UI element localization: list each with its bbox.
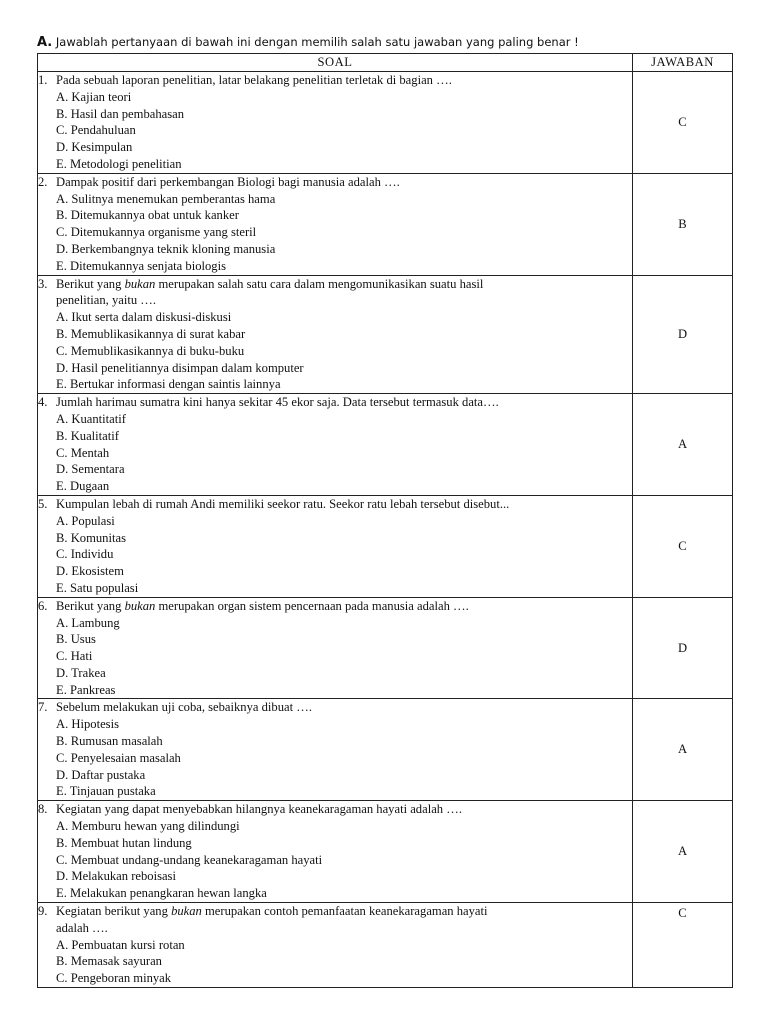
header-jawaban: JAWABAN [633, 54, 733, 72]
instruction-text: Jawablah pertanyaan di bawah ini dengan memilih salah satu jawaban yang paling benar ! [55, 35, 579, 49]
answer-option: A. Lambung [56, 615, 120, 630]
question-line [56, 276, 632, 293]
question-segment: Kegiatan yang dapat menyebabkan hilangnya keanekaragaman hayati adalah …. [56, 802, 462, 817]
answer-option: C. Individu [56, 547, 114, 562]
emphasis-text: bukan [124, 276, 156, 291]
question-number: 2. [38, 174, 48, 189]
question-segment: Kegiatan berikut yang [56, 904, 172, 919]
question-text [56, 174, 632, 191]
question-row [38, 597, 733, 699]
question-row [38, 173, 733, 275]
question-text [56, 801, 632, 818]
question-text [56, 394, 632, 411]
answer-key: B [633, 173, 733, 275]
question-cell [38, 72, 633, 174]
question-text [56, 598, 632, 615]
answer-option: B. Memublikasikannya di surat kabar [56, 326, 246, 341]
question-segment: Dampak positif dari perkembangan Biologi bagi manusia adalah …. [56, 174, 400, 189]
question-segment: Kumpulan lebah di rumah Andi memiliki seekor ratu. Seekor ratu lebah tersebut disebut... [56, 496, 510, 511]
answer-option: C. Membuat undang-undang keanekaragaman hayati [56, 852, 323, 867]
answer-key: D [633, 275, 733, 394]
answer-option: E. Ditemukannya senjata biologis [56, 258, 226, 273]
question-row [38, 495, 733, 597]
quiz-table [37, 53, 733, 988]
question-segment: merupakan contoh pemanfaatan keanekaragaman hayati [201, 904, 488, 919]
answer-key: A [633, 699, 733, 801]
question-segment: Berikut yang [56, 598, 125, 613]
answer-option: A. Pembuatan kursi rotan [56, 937, 185, 952]
question-row [38, 699, 733, 801]
answer-option: B. Komunitas [56, 530, 126, 545]
answer-option: B. Ditemukannya obat untuk kanker [56, 208, 239, 223]
question-number: 8. [38, 802, 48, 817]
answer-option: E. Tinjauan pustaka [56, 784, 156, 799]
quiz-body [38, 72, 733, 988]
answer-key: C [633, 72, 733, 174]
question-cell [38, 597, 633, 699]
question-segment: Pada sebuah laporan penelitian, latar belakang penelitian terletak di bagian …. [56, 73, 452, 87]
emphasis-text: bukan [171, 904, 202, 919]
question-row [38, 394, 733, 496]
answer-option: D. Ekosistem [56, 564, 124, 579]
question-cell [38, 699, 633, 801]
question-line [56, 699, 632, 716]
answer-option: A. Sulitnya menemukan pemberantas hama [56, 191, 276, 206]
question-number: 5. [38, 496, 48, 511]
question-text [56, 699, 632, 716]
answer-option: D. Sementara [56, 462, 125, 477]
question-line [56, 920, 632, 937]
question-cell [38, 495, 633, 597]
answer-option: A. Memburu hewan yang dilindungi [56, 819, 240, 834]
question-cell [38, 394, 633, 496]
answer-option: B. Memasak sayuran [56, 954, 162, 969]
answer-option: A. Kuantitatif [56, 411, 126, 426]
question-row [38, 903, 733, 988]
question-text [56, 72, 632, 89]
answer-key: D [633, 597, 733, 699]
answer-option: C. Mentah [56, 445, 110, 460]
answer-option: D. Trakea [56, 665, 106, 680]
header-soal: SOAL [38, 54, 633, 72]
section-label: A. [37, 35, 53, 50]
header-row [38, 54, 733, 72]
question-segment: Jumlah harimau sumatra kini hanya sekitar 45 ekor saja. Data tersebut termasuk data…. [56, 395, 499, 410]
question-text [56, 903, 632, 937]
answer-option: D. Hasil penelitiannya disimpan dalam komputer [56, 360, 304, 375]
answer-option: B. Kualitatif [56, 428, 119, 443]
question-segment: adalah …. [56, 920, 108, 935]
question-cell [38, 275, 633, 394]
question-cell [38, 903, 633, 988]
question-cell [38, 173, 633, 275]
question-segment: penelitian, yaitu …. [56, 293, 157, 308]
answer-option: C. Memublikasikannya di buku-buku [56, 343, 245, 358]
question-number: 1. [38, 73, 48, 87]
question-row [38, 72, 733, 174]
question-number: 6. [38, 598, 48, 613]
answer-key: C [633, 903, 733, 988]
emphasis-text: bukan [124, 598, 156, 613]
question-segment: Berikut yang [56, 276, 125, 291]
question-number: 4. [38, 395, 48, 410]
question-segment: merupakan organ sistem pencernaan pada manusia adalah …. [155, 598, 469, 613]
answer-option: E. Melakukan penangkaran hewan langka [56, 886, 267, 901]
question-line [56, 72, 632, 89]
answer-option: A. Ikut serta dalam diskusi-diskusi [56, 310, 232, 325]
answer-option: A. Kajian teori [56, 89, 132, 104]
question-line [56, 292, 632, 309]
question-cell [38, 801, 633, 903]
question-row [38, 801, 733, 903]
question-line [56, 496, 632, 513]
answer-option: A. Hipotesis [56, 717, 119, 732]
question-number: 9. [38, 904, 48, 919]
answer-option: B. Hasil dan pembahasan [56, 106, 185, 121]
answer-option: B. Usus [56, 632, 96, 647]
question-number: 3. [38, 276, 48, 291]
answer-option: D. Berkembangnya teknik kloning manusia [56, 241, 276, 256]
answer-option: C. Ditemukannya organisme yang steril [56, 225, 257, 240]
question-line [56, 801, 632, 818]
question-line [56, 394, 632, 411]
question-line [56, 174, 632, 191]
answer-key: A [633, 394, 733, 496]
answer-option: E. Dugaan [56, 479, 110, 494]
question-number: 7. [38, 700, 48, 715]
answer-option: E. Bertukar informasi dengan saintis lainnya [56, 377, 281, 392]
answer-option: E. Pankreas [56, 682, 116, 697]
question-text [56, 276, 632, 310]
answer-option: C. Penyelesaian masalah [56, 750, 181, 765]
question-line [56, 903, 632, 920]
question-segment: Sebelum melakukan uji coba, sebaiknya dibuat …. [56, 700, 313, 715]
answer-option: C. Hati [56, 649, 93, 664]
answer-option: D. Kesimpulan [56, 140, 133, 155]
answer-key: C [633, 495, 733, 597]
question-segment: merupakan salah satu cara dalam mengomunikasikan suatu hasil [155, 276, 484, 291]
answer-key: A [633, 801, 733, 903]
instruction [37, 34, 737, 51]
answer-option: B. Rumusan masalah [56, 734, 163, 749]
answer-option: C. Pengeboran minyak [56, 971, 172, 986]
question-line [56, 598, 632, 615]
answer-option: E. Satu populasi [56, 580, 139, 595]
answer-option: C. Pendahuluan [56, 123, 136, 138]
answer-option: D. Daftar pustaka [56, 767, 146, 782]
answer-option: D. Melakukan reboisasi [56, 869, 176, 884]
question-text [56, 496, 632, 513]
answer-option: A. Populasi [56, 513, 115, 528]
answer-option: E. Metodologi penelitian [56, 156, 182, 171]
question-row [38, 275, 733, 394]
answer-option: B. Membuat hutan lindung [56, 835, 192, 850]
